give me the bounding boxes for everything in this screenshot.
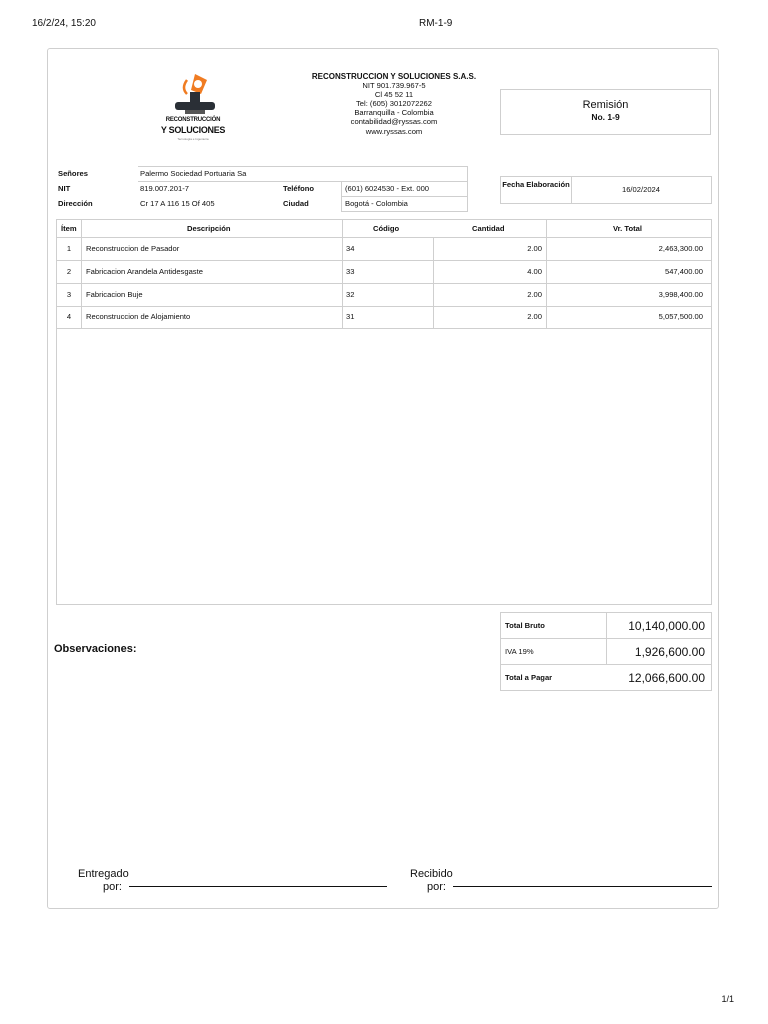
row-item: 4 <box>66 312 72 321</box>
print-datetime: 16/2/24, 15:20 <box>32 18 96 29</box>
logo-text-line2: Y SOLUCIONES <box>160 125 226 135</box>
ciudad-value: Bogotá - Colombia <box>345 199 408 208</box>
table-row <box>57 306 711 329</box>
table-row <box>57 238 711 261</box>
entregado-label-2: por: <box>103 881 122 893</box>
company-nit: NIT 901.739.967-5 <box>362 81 426 91</box>
total-bruto-value: 10,140,000.00 <box>628 619 705 633</box>
row-vr-total: 2,463,300.00 <box>658 244 703 253</box>
row-codigo: 33 <box>346 267 355 276</box>
company-address: Cl 45 52 11 <box>374 90 414 100</box>
iva-label: IVA 19% <box>505 647 534 656</box>
table-row <box>57 261 711 284</box>
table-row <box>57 284 711 307</box>
table-header <box>57 220 711 238</box>
header-cantidad: Cantidad <box>472 224 505 233</box>
row-item: 2 <box>66 267 72 276</box>
row-vr-total: 547,400.00 <box>664 267 703 276</box>
total-pagar-label: Total a Pagar <box>505 673 553 682</box>
observaciones-label: Observaciones: <box>54 643 137 655</box>
logo-tagline: Tecnología e Ingeniería <box>177 137 209 141</box>
logo-text-line1: RECONSTRUCCIÓN <box>165 117 221 123</box>
company-phone: Tel: (605) 3012072262 <box>356 99 432 109</box>
total-pagar-value: 12,066,600.00 <box>628 671 705 685</box>
company-city: Barranquilla - Colombia <box>354 108 434 118</box>
remision-number: No. 1-9 <box>591 112 620 122</box>
page-number: 1/1 <box>721 994 734 1004</box>
row-cantidad: 4.00 <box>527 267 542 276</box>
recibido-label-1: Recibido <box>410 868 453 880</box>
remision-box <box>500 89 711 135</box>
row-item: 3 <box>66 290 72 299</box>
total-bruto-row <box>500 612 712 639</box>
remision-label: Remisión <box>582 99 629 111</box>
row-descripcion: Reconstruccion de Pasador <box>86 244 180 253</box>
row-item: 1 <box>66 244 72 253</box>
header-vr-total: Vr. Total <box>613 224 642 233</box>
iva-value: 1,926,600.00 <box>634 645 705 659</box>
totals-box <box>500 612 712 691</box>
row-codigo: 34 <box>346 244 355 253</box>
company-info <box>300 72 488 136</box>
total-bruto-label: Total Bruto <box>505 621 545 630</box>
telefono-value: (601) 6024530 - Ext. 000 <box>345 184 430 193</box>
entregado-signature-line <box>129 886 387 887</box>
fecha-box <box>500 176 712 204</box>
header-item: Ítem <box>61 224 77 233</box>
nit-value: 819.007.201-7 <box>140 184 189 193</box>
fecha-value: 16/02/2024 <box>621 185 660 194</box>
header-descripcion: Descripción <box>187 224 231 233</box>
senores-value: Palermo Sociedad Portuaria Sa <box>140 169 247 178</box>
recibido-label-2: por: <box>427 881 446 893</box>
nit-label: NIT <box>58 184 71 193</box>
row-codigo: 32 <box>346 290 355 299</box>
telefono-label: Teléfono <box>283 184 315 193</box>
row-cantidad: 2.00 <box>527 312 542 321</box>
total-pagar-row <box>500 665 712 691</box>
senores-label: Señores <box>58 169 88 178</box>
row-descripcion: Fabricacion Buje <box>86 290 143 299</box>
fecha-label: Fecha Elaboración <box>502 180 570 189</box>
row-cantidad: 2.00 <box>527 290 542 299</box>
iva-row <box>500 639 712 665</box>
row-descripcion: Fabricacion Arandela Antidesgaste <box>86 267 203 276</box>
company-email: contabilidad@ryssas.com <box>350 117 438 127</box>
row-codigo: 31 <box>346 312 355 321</box>
row-cantidad: 2.00 <box>527 244 542 253</box>
direccion-label: Dirección <box>58 199 93 208</box>
company-name: RECONSTRUCCION Y SOLUCIONES S.A.S. <box>311 72 477 81</box>
print-title: RM-1-9 <box>419 18 453 29</box>
entregado-label-1: Entregado <box>78 868 129 880</box>
header-codigo: Código <box>373 224 400 233</box>
company-web: www.ryssas.com <box>365 126 423 136</box>
recibido-signature-line <box>453 886 712 887</box>
row-vr-total: 3,998,400.00 <box>658 290 703 299</box>
row-descripcion: Reconstruccion de Alojamiento <box>86 312 191 321</box>
client-info <box>56 166 468 211</box>
direccion-value: Cr 17 A 116 15 Of 405 <box>140 199 215 208</box>
row-vr-total: 5,057,500.00 <box>658 312 703 321</box>
items-table <box>56 219 712 605</box>
ciudad-label: Ciudad <box>283 199 309 208</box>
